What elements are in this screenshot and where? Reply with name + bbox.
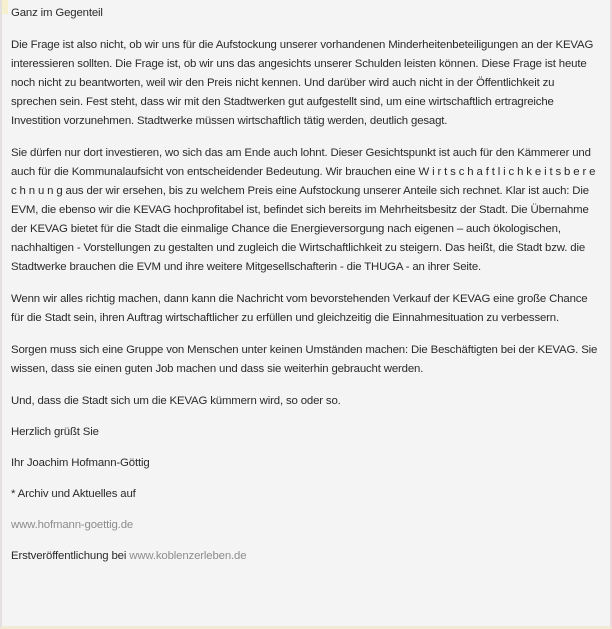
first-publication-label: Erstveröffentlichung bei <box>11 550 130 562</box>
paragraph-2: Sie dürfen nur dort investieren, wo sich das am Ende auch lohnt. Dieser Gesichtspunkt ist auch für den Kämmerer und auch für die Kommunalaufsicht von entscheidender Bedeutung. Wir brauchen eine W i r t s c h a f t l i c h k e i t s b e r e c h n u n g aus der wir ersehen, bis zu welchem Preis eine Aufstockung unserer Anteile sich rechnet. Klar ist auch: Die EVM, die ebenso wir die KEVAG hochprofitabel ist, befindet sich bereits im Mehrheitsbesitz der Stadt. Die Übernahme der KEVAG bietet für die Stadt die einmalige Chance die Energieversorgung nach eigenen – auch ökologischen, nachhaltigen - Vorstellungen zu gestalten und zugleich die Wirtschaftlichkeit zu steigern. Das heißt, die Stadt bzw. die Stadtwerke brauchen die EVM und ihre weitere Mitgesellschafterin - die THUGA - an ihrer Seite. <box>11 147 596 273</box>
document-title: Ganz im Gegenteil <box>11 7 103 19</box>
first-publication-link[interactable]: www.koblenzerleben.de <box>129 550 247 562</box>
corner-marker <box>2 0 8 14</box>
paragraph-3: Wenn wir alles richtig machen, dann kann die Nachricht vom bevorstehenden Verkauf der KEVAG eine große Chance für die Stadt sein, ihren Auftrag wirtschaftlicher zu erfüllen und gleichzeitig die Einnahmesituation zu verbessern. <box>11 293 588 324</box>
archive-note: * Archiv und Aktuelles auf <box>11 488 136 500</box>
paragraph-1: Die Frage ist also nicht, ob wir uns für die Aufstockung unserer vorhandenen Minderheitenbeteiligungen an der KEVAG interessieren sollten. Die Frage ist, ob wir uns das angesichts unserer Schulden leisten können. Diese Frage ist heute noch nicht zu beantworten, weil wir den Preis nicht kennen. Und darüber wird auch nicht in der Öffentlichkeit zu sprechen sein. Fest steht, dass wir mit den Stadtwerken gut aufgestellt sind, um eine wirtschaftlich ertragreiche Investition vorzunehmen. Stadtwerke müssen wirtschaftlich tätig werden, deutlich gesagt. <box>11 39 594 127</box>
archive-link[interactable]: www.hofmann-goettig.de <box>11 519 134 531</box>
closing-line: Und, dass die Stadt sich um die KEVAG kümmern wird, so oder so. <box>11 395 341 407</box>
signature: Ihr Joachim Hofmann-Göttig <box>11 457 150 469</box>
paragraph-4: Sorgen muss sich eine Gruppe von Menschen unter keinen Umständen machen: Die Beschäftigten bei der KEVAG. Sie wissen, dass sie einen guten Job machen und dass sie weiterhin gebraucht werden. <box>11 344 598 375</box>
greeting: Herzlich grüßt Sie <box>11 426 99 438</box>
first-publication-line <box>11 547 600 566</box>
archive-link-line <box>11 516 600 535</box>
